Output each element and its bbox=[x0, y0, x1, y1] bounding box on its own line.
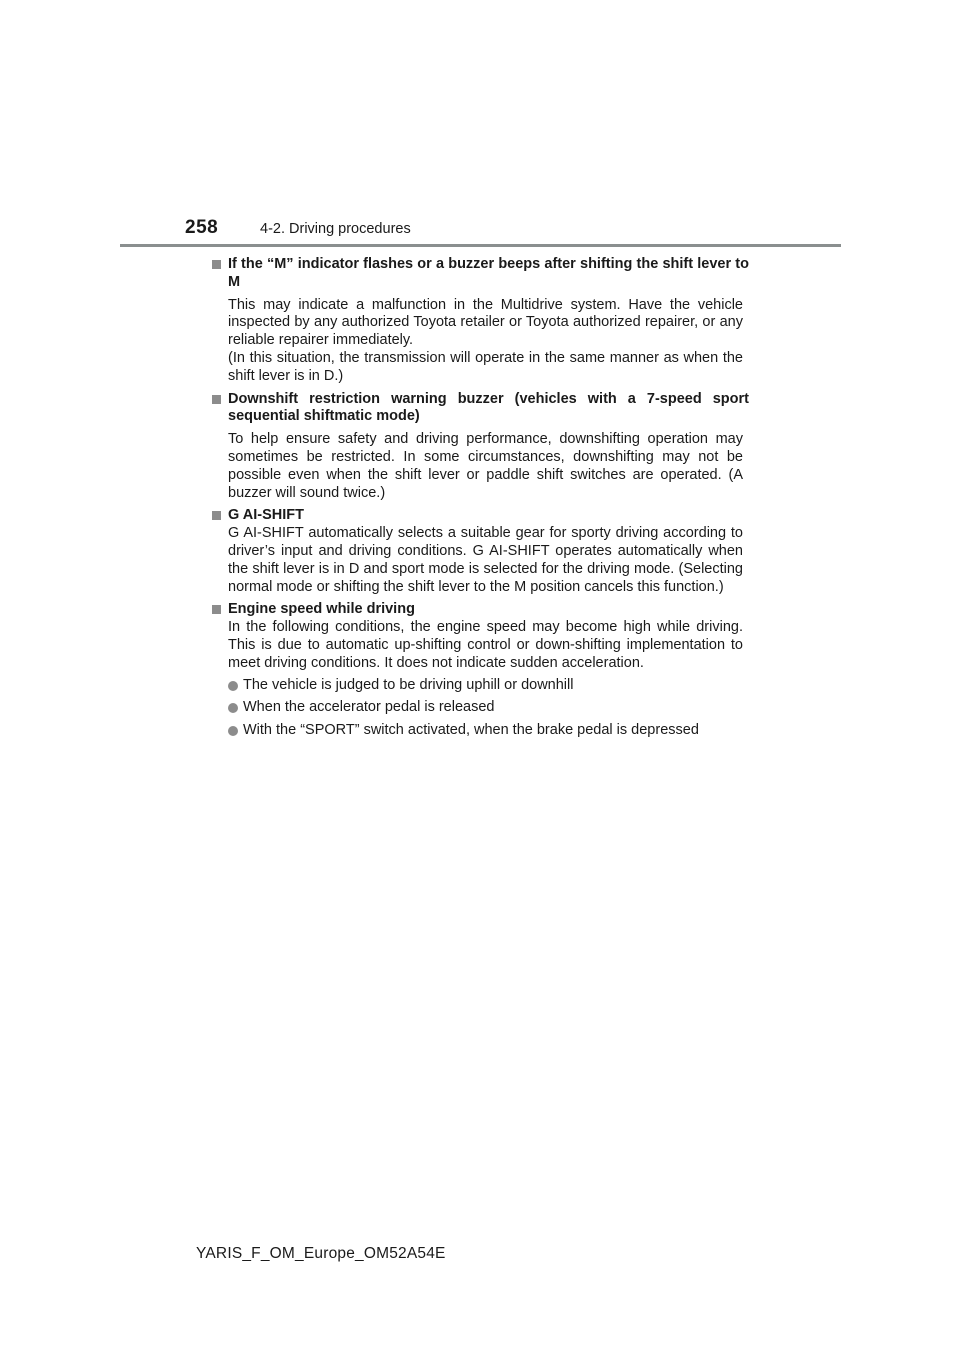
note-mode-indicator bbox=[210, 256, 755, 386]
round-bullet-icon bbox=[228, 681, 238, 691]
note-engine-speed bbox=[210, 601, 755, 740]
note-title: If the “M” indicator flashes or a buzzer beeps after shifting the shift lever to M bbox=[228, 256, 749, 290]
note-body: To help ensure safety and driving performance, downshifting operation may sometimes be restricted. In some circumstances, downshifting may not be possible even when the shift lever or paddle shift switches are operated. (A buzzer will sound twice.) bbox=[228, 431, 743, 501]
list-item bbox=[228, 722, 755, 740]
round-bullet-icon bbox=[228, 726, 238, 736]
square-bullet-icon bbox=[212, 260, 221, 269]
page-content bbox=[210, 256, 755, 745]
note-body: This may indicate a malfunction in the Multidrive system. Have the vehicle inspected by any authorized Toyota retailer or Toyota authorized repairer, or any reliable repairer immediately. bbox=[228, 296, 743, 349]
list-item-text: With the “SPORT” switch activated, when the brake pedal is depressed bbox=[243, 722, 699, 739]
list-item bbox=[228, 699, 755, 717]
section-title: 4-2. Driving procedures bbox=[260, 221, 411, 237]
note-title: G AI-SHIFT bbox=[228, 507, 304, 524]
note-body: G AI-SHIFT automatically selects a suitable gear for sporty driving according to driver’s input and driving conditions. G AI-SHIFT operates automatically when the shift lever is in D and sport mode is selected for the driving mode. (Selecting normal mode or shifting the shift lever to the M position cancels this function.) bbox=[228, 525, 743, 595]
list-item-text: When the accelerator pedal is released bbox=[243, 699, 495, 716]
square-bullet-icon bbox=[212, 511, 221, 520]
note-downshift-restriction bbox=[210, 391, 755, 503]
document-code: YARIS_F_OM_Europe_OM52A54E bbox=[196, 1245, 446, 1262]
page-header bbox=[0, 0, 960, 250]
note-body-continued: (In this situation, the transmission will operate in the same manner as when the shift lever is in D.) bbox=[228, 349, 743, 384]
round-bullet-icon bbox=[228, 703, 238, 713]
page-number: 258 bbox=[185, 217, 219, 238]
note-title: Engine speed while driving bbox=[228, 601, 415, 618]
square-bullet-icon bbox=[212, 605, 221, 614]
note-g-ai-shift bbox=[210, 507, 755, 596]
note-title: Downshift restriction warning buzzer (vehicles with a 7-speed sport sequential shiftmatic mode) bbox=[228, 390, 749, 425]
note-body: In the following conditions, the engine speed may become high while driving. This is due to automatic up-shifting control or down-shifting implementation to meet driving conditions. It does not indicate sudden acceleration. bbox=[228, 619, 743, 671]
square-bullet-icon bbox=[212, 395, 221, 404]
list-item bbox=[228, 677, 755, 695]
header-rule bbox=[120, 244, 841, 247]
list-item-text: The vehicle is judged to be driving uphill or downhill bbox=[243, 676, 574, 693]
condition-list bbox=[228, 677, 755, 740]
